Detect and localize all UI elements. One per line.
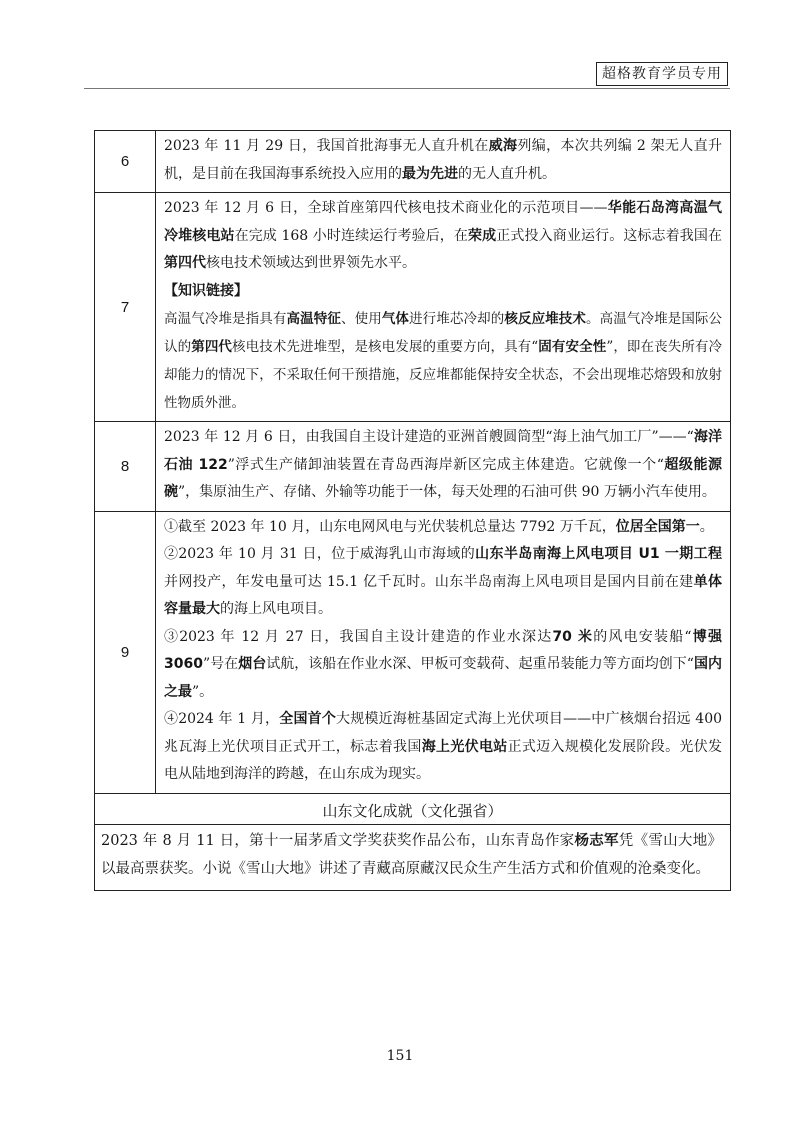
row-text: 2023 年 11 月 29 日，我国首批海事无人直升机在威海列编，本次共列编 2 架无人直升机，是目前在我国海事系统投入应用的最为先进的无人直升机。 [164, 138, 722, 182]
row-text: 2023 年 12 月 6 日，由我国自主设计建造的亚洲首艘圆筒型“海上油气加工厂”——“海洋石油 122”浮式生产储卸油装置在青岛西海岸新区完成主体建造。它就像一个“超级能源碗”，集原油生产、存储、外输等功能于一体，每天处理的石油可供 90 万辆小汽车使用。 [164, 429, 722, 500]
achievement-table [94, 130, 731, 891]
table-row [95, 193, 731, 422]
row-number: 8 [95, 422, 156, 512]
student-only-badge: 超格教育学员专用 [596, 62, 728, 86]
table-row [95, 131, 731, 193]
row-content [156, 422, 731, 512]
knowledge-link-title: 【知识链接】 [164, 282, 248, 299]
row-text-4: ④2024 年 1 月，全国首个大规模近海桩基固定式海上光伏项目——中广核烟台招远 400 兆瓦海上光伏项目正式开工，标志着我国海上光伏电站正式迈入规模化发展阶段。光伏发电从陆地到海洋的跨越，在山东成为现实。 [164, 711, 723, 782]
table-row [95, 824, 731, 890]
row-content [156, 511, 731, 793]
row-content [156, 193, 731, 422]
row-text-1: ①截至 2023 年 10 月，山东电网风电与光伏装机总量达 7792 万千瓦，位居全国第一。 [164, 518, 714, 535]
header-rule [84, 88, 730, 89]
row-text-2: ②2023 年 10 月 31 日，位于威海乳山市海域的山东半岛南海上风电项目 U1 一期工程并网投产，年发电量可达 15.1 亿千瓦时。山东半岛南海上风电项目是国内目前在建单体容量最大的海上风电项目。 [164, 546, 723, 617]
row-number: 9 [95, 511, 156, 793]
culture-content: 2023 年 8 月 11 日，第十一届茅盾文学奖获奖作品公布，山东青岛作家杨志军凭《雪山大地》以最高票获奖。小说《雪山大地》讲述了青藏高原藏汉民众生产生活方式和价值观的沧桑变化。 [95, 824, 731, 890]
section-title: 山东文化成就（文化强省） [95, 793, 731, 824]
row-content [156, 131, 731, 193]
table-row [95, 511, 731, 793]
section-header-row [95, 793, 731, 824]
table-row [95, 422, 731, 512]
row-number: 7 [95, 193, 156, 422]
page-number: 151 [386, 1048, 414, 1064]
row-text: 2023 年 12 月 6 日，全球首座第四代核电技术商业化的示范项目——华能石岛湾高温气冷堆核电站在完成 168 小时连续运行考验后，在荣成正式投入商业运行。这标志着我国在第四代核电技术领域达到世界领先水平。 [164, 200, 723, 271]
row-text-3: ③2023 年 12 月 27 日，我国自主设计建造的作业水深达70 米的风电安装船“博强 3060”号在烟台试航，该船在作业水深、甲板可变载荷、起重吊装能力等方面均创下“国内之最”。 [164, 628, 723, 700]
row-number: 6 [95, 131, 156, 193]
knowledge-link-text: 高温气冷堆是指具有高温特征、使用气体进行堆芯冷却的核反应堆技术。高温气冷堆是国际公认的第四代核电技术先进堆型，是核电发展的重要方向，具有“固有安全性”，即在丧失所有冷却能力的情况下，不采取任何干预措施，反应堆都能保持安全状态，不会出现堆芯熔毁和放射性物质外泄。 [164, 311, 723, 411]
